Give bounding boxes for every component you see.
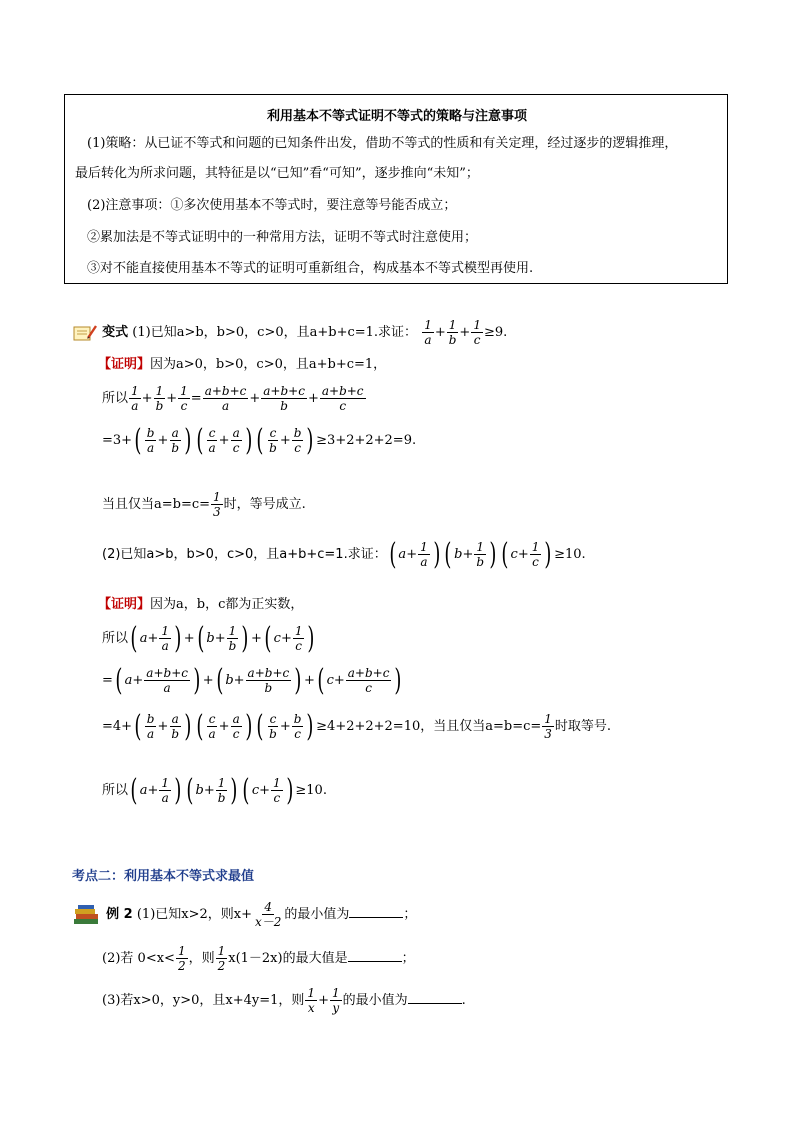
eq4-prefix: =4+ [102,719,133,734]
notebook-pencil-icon [72,324,98,342]
example-q1-text: (1)已知x>2，则x+ [136,907,252,922]
variant-label: 变式 [102,325,129,340]
eq4-result: ≥4+2+2+2=10，当且仅当a=b=c= [316,719,542,734]
eq3-prefix: = [102,673,113,688]
proof1-eq1: 所以 $\frac{1}{a}$ + $\frac{1}{b}$ + $\frac{1}{c}$ = $\frac{a+b+c}{a}$ + $\frac{a+b+c}{b}$ + $\frac{a+b+c}{c}$ [102,384,364,413]
section-heading: 考点二：利用基本不等式求最值 [72,869,255,884]
proof1-line1 [98,356,386,374]
suo-yi-1: 所以 [102,391,129,406]
answer-blank-2[interactable] [348,949,402,962]
example2-q3: (3)若x>0，y>0，且x+4y=1，则 $\frac{1}{x}$ + $\frac{1}{y}$ 的最小值为 . [102,986,466,1015]
example-q3-suffix: 的最小值为 [342,993,408,1008]
eq4-suffix: 时取等号. [554,719,612,734]
proof2-eq1: 所以( a+ $\frac{1}{a}$ ) +( b+ $\frac{1}{b}$ ) +( c+ $\frac{1}{c}$ ) [102,620,315,656]
variant-q1: 变式 (1)已知a>b，b>0，c>0，且a+b+c=1.求证： $\frac{1}{a}$ + $\frac{1}{b}$ + $\frac{1}{c}$ ≥9. [72,318,507,347]
proof2-line1 [98,596,303,614]
example-q2-text: (2)若 0<x< [102,951,175,966]
variant-q1-text: (1)已知a>b，b>0，c>0，且a+b+c=1.求证： [132,325,418,340]
variant-q2-text: (2)已知a>b，b>0，c>0，且a+b+c=1.求证： [102,547,387,562]
variant-q2: (2)已知a>b，b>0，c>0，且a+b+c=1.求证：( a+ $\frac{1}{a}$ ) ( b+ $\frac{1}{b}$ ) ( c+ $\frac{1}{c}$ ) ≥10. [102,536,586,572]
proof2-eq2: =( a+ $\frac{a+b+c}{a}$ ) +( b+ $\frac{a+b+c}{b}$ ) +( c+ $\frac{a+b+c}{c}$ ) [102,662,402,698]
box-note-2: ②累加法是不等式证明中的一种常用方法，证明不等式时注意使用； [87,230,478,245]
box-strategy-line2: 最后转化为所求问题，其特征是以“已知”看“可知”，逐步推向“未知”； [75,166,479,181]
variant-q2-suffix: ≥10. [554,547,586,562]
equality1-suffix: 时，等号成立. [223,497,306,512]
equality1-text: 当且仅当a=b=c= [102,497,211,512]
proof2-eq3: =4+( $\frac{b}{a}$ + $\frac{a}{b}$ ) ( $\frac{c}{a}$ + $\frac{a}{c}$ ) ( $\frac{c}{b}$ + $\frac{b}{c}$ ) ≥4+2+2+2=10，当且仅当a=b=c= $\frac{1}{3}$ 时取等号. [102,708,612,744]
tips-box [64,94,728,284]
box-note-1: (2)注意事项：①多次使用基本不等式时，要注意等号能否成立； [87,198,457,213]
equality-1: 当且仅当a=b=c= $\frac{1}{3}$ 时，等号成立. [102,490,306,519]
proof1-eq2: =3+( $\frac{b}{a}$ + $\frac{a}{b}$ ) ( $\frac{c}{a}$ + $\frac{a}{c}$ ) ( $\frac{c}{b}$ + $\frac{b}{c}$ ) ≥3+2+2+2=9. [102,422,417,458]
example-label: 例 2 [106,907,133,922]
example-q2-mid: ，则 [188,951,215,966]
example-q3-text: (3)若x>0，y>0，且x+4y=1，则 [102,993,305,1008]
box-note-3: ③对不能直接使用基本不等式的证明可重新组合，构成基本不等式模型再使用. [87,261,534,276]
box-title: 利用基本不等式证明不等式的策略与注意事项 [266,109,527,124]
books-icon [72,904,102,926]
proof2-text: 因为a，b，c都为正实数， [150,597,304,612]
example-q1-end: ； [403,907,417,922]
box-strategy-line1: (1)策略：从已证不等式和问题的已知条件出发，借助不等式的性质和有关定理，经过逐步的逻辑推理， [87,136,678,151]
example-q2-end: ； [401,951,415,966]
eq2-prefix: =3+ [102,433,133,448]
example2-q2: (2)若 0<x< $\frac{1}{2}$ ，则 $\frac{1}{2}$ x(1－2x)的最大值是 ； [102,944,415,973]
example-q1-suffix: 的最小值为 [284,907,350,922]
proof-label-2: 【证明】 [98,597,151,612]
example-q2-suffix: x(1－2x)的最大值是 [228,951,348,966]
suo-yi-2: 所以 [102,631,129,646]
answer-blank-1[interactable] [349,905,403,918]
suo-yi-3: 所以 [102,783,129,798]
proof2-final: 所以( a+ $\frac{1}{a}$ ) ( b+ $\frac{1}{b}$ ) ( c+ $\frac{1}{c}$ ) ≥10. [102,772,327,808]
eq2-result: ≥3+2+2+2=9. [316,433,417,448]
proof-label-1: 【证明】 [98,357,151,372]
proof1-text: 因为a>0，b>0，c>0，且a+b+c=1， [150,357,387,372]
answer-blank-3[interactable] [408,991,462,1004]
example-q3-end: . [461,993,466,1008]
final-suffix: ≥10. [295,783,327,798]
example2-q1: 例 2 (1)已知x>2，则x+ $\frac{4}{x-2}$ 的最小值为 ； [72,900,416,929]
variant-q1-suffix: ≥9. [483,325,508,340]
